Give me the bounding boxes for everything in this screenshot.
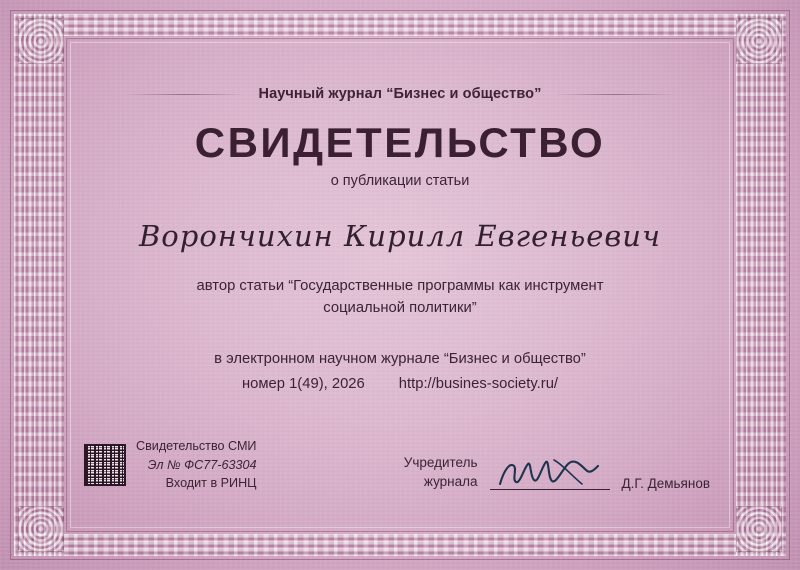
ornament-band-left	[14, 14, 64, 556]
issue-number: номер 1(49), 2026	[241, 375, 365, 392]
founder-label-line-1: Учредитель	[403, 455, 478, 471]
certificate-title: СВИДЕТЕЛЬСТВО	[194, 119, 606, 166]
journal-header-row	[80, 86, 720, 102]
recipient-name: Ворончихин Кирилл Евгеньевич	[139, 219, 661, 253]
ornament-band-top	[14, 14, 786, 36]
certificate-content	[80, 52, 720, 518]
ornament-band-bottom	[14, 534, 786, 556]
publication-journal-line: в электронном научном журнале “Бизнес и общество”	[214, 351, 586, 368]
corner-ornament-top-left	[18, 18, 64, 64]
article-title-block	[80, 275, 720, 319]
founder-label	[404, 454, 478, 492]
rule-right	[555, 94, 675, 95]
signature-line	[490, 489, 610, 490]
article-title-line-1: автор статьи “Государственные программы как инструмент	[196, 278, 604, 294]
smi-registration-text	[136, 437, 257, 492]
smi-line-2: Эл № ФС77-63304	[147, 457, 257, 472]
certificate-subtitle: о публикации статьи	[330, 173, 470, 189]
article-title-line-2: социальной политики”	[323, 300, 477, 317]
ornament-band-right	[736, 14, 786, 556]
corner-ornament-bottom-right	[736, 506, 782, 552]
issue-row	[80, 372, 720, 396]
signature-area	[490, 454, 610, 492]
rule-left	[125, 94, 245, 95]
journal-header-text: Научный журнал “Бизнес и общество”	[258, 86, 542, 102]
founder-label-line-2: журнала	[423, 474, 478, 490]
smi-line-3: Входит в РИНЦ	[165, 475, 257, 490]
publication-info-block	[80, 347, 720, 396]
corner-ornament-bottom-left	[18, 506, 64, 552]
smi-line-1: Свидетельство СМИ	[136, 439, 257, 454]
founder-signature-block	[404, 454, 710, 492]
journal-website-link[interactable]: http://busines-society.ru/	[398, 375, 559, 392]
qr-code-icon[interactable]	[84, 444, 126, 486]
certificate-footer	[80, 437, 720, 492]
founder-name: Д.Г. Демьянов	[621, 476, 710, 491]
corner-ornament-top-right	[736, 18, 782, 64]
handwritten-signature-icon	[494, 454, 606, 490]
smi-registration-block	[84, 437, 257, 492]
